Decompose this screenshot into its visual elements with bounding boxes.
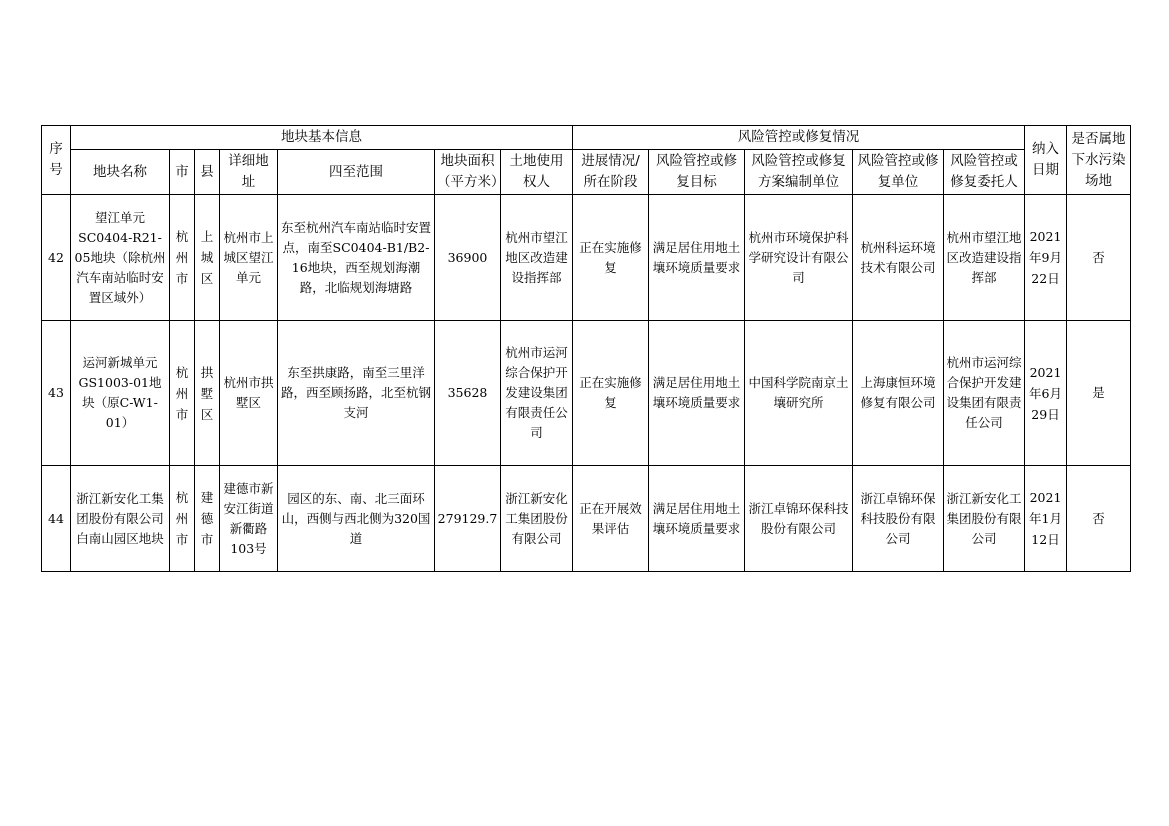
cell-plan-unit: 浙江卓锦环保科技股份有限公司: [745, 466, 853, 572]
header-area: 地块面积（平方米）: [435, 150, 501, 195]
cell-groundwater: 否: [1067, 466, 1131, 572]
cell-owner: 杭州市望江地区改造建设指挥部: [501, 195, 573, 321]
cell-name: 浙江新安化工集团股份有限公司白南山园区地块: [71, 466, 170, 572]
cell-stage: 正在实施修复: [573, 195, 649, 321]
header-name: 地块名称: [71, 150, 170, 195]
cell-repair-unit: 杭州科运环境技术有限公司: [853, 195, 944, 321]
cell-area: 279129.7: [435, 466, 501, 572]
cell-county: 拱墅区: [195, 321, 220, 466]
cell-county: 上城区: [195, 195, 220, 321]
cell-target: 满足居住用地土壤环境质量要求: [649, 321, 745, 466]
contaminated-sites-table: [41, 125, 1131, 572]
header-risk-control: 风险管控或修复情况: [573, 126, 1025, 150]
cell-city: 杭州市: [170, 466, 195, 572]
cell-area: 35628: [435, 321, 501, 466]
cell-seq: 42: [42, 195, 71, 321]
header-groundwater: 是否属地下水污染场地: [1067, 126, 1131, 195]
cell-stage: 正在实施修复: [573, 321, 649, 466]
cell-bounds: 东至杭州汽车南站临时安置点，南至SC0404-B1/B2-16地块，西至规划海潮路，北临规划海塘路: [278, 195, 435, 321]
header-date: 纳入日期: [1025, 126, 1067, 195]
cell-date: 2021年9月22日: [1025, 195, 1067, 321]
header-basic-info: 地块基本信息: [71, 126, 573, 150]
cell-plan-unit: 中国科学院南京土壤研究所: [745, 321, 853, 466]
cell-target: 满足居住用地土壤环境质量要求: [649, 466, 745, 572]
cell-city: 杭州市: [170, 195, 195, 321]
header-owner: 土地使用权人: [501, 150, 573, 195]
header-stage: 进展情况/所在阶段: [573, 150, 649, 195]
cell-repair-unit: 上海康恒环境修复有限公司: [853, 321, 944, 466]
table-row: [42, 195, 1131, 321]
header-city: 市: [170, 150, 195, 195]
cell-owner: 浙江新安化工集团股份有限公司: [501, 466, 573, 572]
cell-repair-unit: 浙江卓锦环保科技股份有限公司: [853, 466, 944, 572]
cell-client: 浙江新安化工集团股份有限公司: [944, 466, 1025, 572]
cell-plan-unit: 杭州市环境保护科学研究设计有限公司: [745, 195, 853, 321]
cell-owner: 杭州市运河综合保护开发建设集团有限责任公司: [501, 321, 573, 466]
cell-client: 杭州市望江地区改造建设指挥部: [944, 195, 1025, 321]
header-address: 详细地址: [220, 150, 278, 195]
cell-date: 2021年1月12日: [1025, 466, 1067, 572]
cell-target: 满足居住用地土壤环境质量要求: [649, 195, 745, 321]
cell-address: 建德市新安江街道新衢路103号: [220, 466, 278, 572]
cell-bounds: 东至拱康路，南至三里洋路，西至顾扬路，北至杭钢支河: [278, 321, 435, 466]
cell-name: 望江单元SC0404-R21-05地块（除杭州汽车南站临时安置区域外）: [71, 195, 170, 321]
cell-client: 杭州市运河综合保护开发建设集团有限责任公司: [944, 321, 1025, 466]
header-client: 风险管控或修复委托人: [944, 150, 1025, 195]
cell-address: 杭州市上城区望江单元: [220, 195, 278, 321]
cell-address: 杭州市拱墅区: [220, 321, 278, 466]
cell-stage: 正在开展效果评估: [573, 466, 649, 572]
cell-area: 36900: [435, 195, 501, 321]
cell-date: 2021年6月29日: [1025, 321, 1067, 466]
header-county: 县: [195, 150, 220, 195]
header-bounds: 四至范围: [278, 150, 435, 195]
header-plan-unit: 风险管控或修复方案编制单位: [745, 150, 853, 195]
table-row: [42, 466, 1131, 572]
header-repair-unit: 风险管控或修复单位: [853, 150, 944, 195]
cell-seq: 43: [42, 321, 71, 466]
header-seq: 序号: [42, 126, 71, 195]
header-target: 风险管控或修复目标: [649, 150, 745, 195]
cell-bounds: 园区的东、南、北三面环山，西侧与西北侧为320国道: [278, 466, 435, 572]
table-row: [42, 321, 1131, 466]
cell-county: 建德市: [195, 466, 220, 572]
cell-name: 运河新城单元GS1003-01地块（原C-W1-01）: [71, 321, 170, 466]
cell-groundwater: 是: [1067, 321, 1131, 466]
cell-seq: 44: [42, 466, 71, 572]
cell-city: 杭州市: [170, 321, 195, 466]
cell-groundwater: 否: [1067, 195, 1131, 321]
